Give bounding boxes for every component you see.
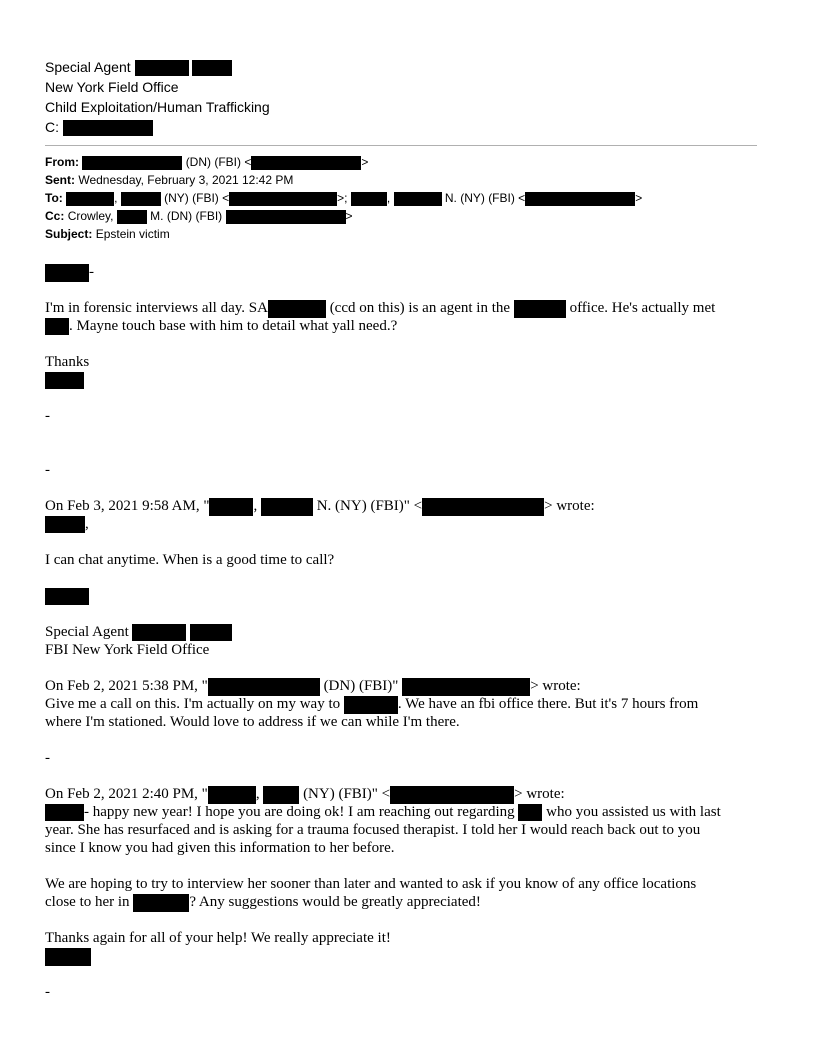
message1-dash: - [45,462,50,478]
text-segment: > wrote: [514,786,565,802]
redaction-box [121,192,161,206]
message4-dash: - [45,984,50,1000]
header-divider [45,145,757,146]
redaction-box [117,210,147,224]
redaction-box [251,156,361,170]
text-segment: On Feb 3, 2021 9:58 AM, " [45,498,210,514]
cc-prefix: Crowley, [67,209,114,223]
message2-sig-title [45,623,232,641]
redaction-box [208,678,320,696]
redaction-box [135,60,189,76]
header-cc [45,207,353,225]
from-suffix: (DN) (FBI) < [185,155,252,169]
text-segment: > wrote: [544,498,595,514]
message4-line3: since I know you had given this information to her before. [45,840,395,856]
text-segment: Give me a call on this. I'm actually on my way to [45,696,341,712]
text-segment: . We have an fbi office there. But it's 7 hours from [397,696,699,712]
cc-close: > [345,209,353,223]
redaction-box [192,60,232,76]
message2-greeting [45,515,89,533]
message4-thanks: Thanks again for all of your help! We really appreciate it! [45,930,391,946]
from-close: > [361,155,369,169]
message1-signoff [45,371,84,389]
text-segment: , [255,786,260,802]
message4-line2: year. She has resurfaced and is asking for a trauma focused therapist. I told her I would reach back out to you [45,822,701,838]
message3-line1 [45,695,698,714]
message2-sig-office: FBI New York Field Office [45,642,210,658]
text-segment: . Mayne touch base with him to detail what yall need.? [69,318,398,334]
text-segment: > wrote: [530,678,581,694]
redaction-box [402,678,530,696]
text-segment: - happy new year! I hope you are doing ok! I am reaching out regarding [84,804,515,820]
signature-cell [45,117,153,137]
redaction-box [45,948,91,966]
to-close: > [635,191,643,205]
redaction-box [518,804,542,821]
text-segment: (DN) (FBI)" [323,678,399,694]
greeting-suffix: - [89,264,94,280]
header-from [45,153,368,171]
to-suffix: N. (NY) (FBI) < [444,191,526,205]
message4-line1 [45,803,721,821]
redaction-box [45,372,84,389]
cc-label: Cc: [45,209,65,223]
redaction-box [268,300,326,318]
redaction-box [208,786,256,804]
text-segment: close to her in [45,894,130,910]
redaction-box [422,498,544,516]
subject-label: Subject: [45,227,93,241]
header-sent [45,171,293,189]
to-comma: , [114,191,118,205]
message1-line2 [45,317,397,335]
message4-para2-line1: We are hoping to try to interview her sooner than later and wanted to ask if you know of any office locations [45,876,697,892]
message3-quote-header [45,677,581,696]
redaction-box [45,318,69,335]
redaction-box [133,894,189,912]
redaction-box [351,192,387,206]
redaction-box [45,516,85,533]
header-subject [45,225,170,243]
to-label: To: [45,191,63,205]
redaction-box [394,192,442,206]
redaction-box [190,624,232,641]
text-segment: I'm in forensic interviews all day. SA [45,300,268,316]
redaction-box [261,498,313,516]
text-segment: who you assisted us with last [546,804,721,820]
text-segment: On Feb 2, 2021 2:40 PM, " [45,786,208,802]
redaction-box [132,624,186,641]
redaction-box [82,156,182,170]
cell-label: C: [45,119,59,135]
text-segment: office. He's actually met [569,300,716,316]
message2-body: I can chat anytime. When is a good time to call? [45,552,335,568]
signature-title-text: Special Agent [45,59,131,75]
text-segment: , [253,498,258,514]
header-to [45,189,642,207]
redaction-box [66,192,114,206]
sent-label: Sent: [45,173,75,187]
to-separator: >; [337,191,348,205]
message3-dash: - [45,750,50,766]
message1-greeting [45,263,94,282]
text-segment: (NY) (FBI)" < [303,786,391,802]
greeting-suffix: , [85,516,89,532]
text-segment: (ccd on this) is an agent in the [329,300,511,316]
redaction-box [344,696,398,714]
message4-quote-header [45,785,565,804]
redaction-box [525,192,635,206]
message4-signoff [45,947,91,966]
message4-para2-line2 [45,893,481,912]
message3-line2: where I'm stationed. Would love to address if we can while I'm there. [45,714,460,730]
message1-thanks: Thanks [45,354,90,370]
redaction-box [45,588,89,605]
redaction-box [63,120,153,136]
text-segment: On Feb 2, 2021 5:38 PM, " [45,678,208,694]
redaction-box [229,192,337,206]
sent-value: Wednesday, February 3, 2021 12:42 PM [78,173,294,187]
redaction-box [514,300,566,318]
message2-quote-header [45,497,595,516]
message1-dash: - [45,408,50,424]
text-segment: N. (NY) (FBI)" < [316,498,423,514]
subject-value: Epstein victim [95,227,170,241]
text-segment: ? Any suggestions would be greatly appreciated! [189,894,481,910]
message2-signoff [45,587,89,605]
redaction-box [263,786,299,804]
redaction-box [390,786,514,804]
signature-office: New York Field Office [45,79,179,95]
to-comma: , [386,191,391,205]
message1-line1 [45,299,715,318]
to-suffix: (NY) (FBI) < [164,191,230,205]
signature-title [45,57,232,77]
redaction-box [45,804,84,821]
signature-unit: Child Exploitation/Human Trafficking [45,99,270,115]
from-label: From: [45,155,79,169]
redaction-box [45,264,89,282]
cc-suffix: M. (DN) (FBI) [150,209,223,223]
redaction-box [226,210,346,224]
redaction-box [209,498,253,516]
text-segment: Special Agent [45,624,129,640]
